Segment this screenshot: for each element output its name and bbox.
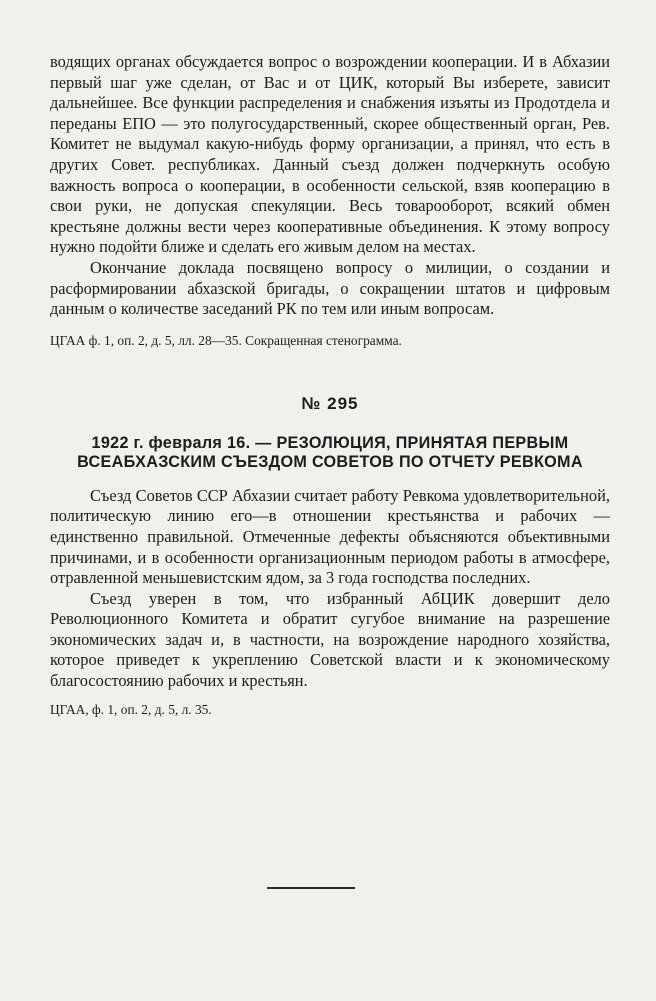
closing-divider bbox=[267, 887, 355, 889]
archive-source-reference: ЦГАА, ф. 1, оп. 2, д. 5, л. 35. bbox=[50, 701, 212, 717]
document-heading: 1922 г. февраля 16. — РЕЗОЛЮЦИЯ, ПРИНЯТАЯ ПЕРВЫМ ВСЕАБХАЗСКИМ СЪЕЗДОМ СОВЕТОВ ПО ОТЧЕТУ РЕВКОМА bbox=[77, 433, 583, 471]
document-295 bbox=[50, 394, 610, 719]
previous-document-ending bbox=[50, 52, 610, 350]
resolution-paragraph-assessment: Съезд Советов ССР Абхазии считает работу Ревкома удовлетворительной, политическую линию его—в отношении крестьянства и рабочих — единственно правильной. Отмеченные дефекты объясняются объективными причинами, и в особенности организационным периодом работы в атмосфере, отравленной меньшевистским ядом, за 3 года господства последних. bbox=[50, 485, 610, 588]
report-paragraph-cooperation: водящих органах обсуждается вопрос о возрождении кооперации. И в Абхазии первый шаг уже сделан, от Вас и от ЦИК, который Вы изберете, зависит дальнейшее. Все функции распределения и снабжения изъяты из Продотдела и переданы ЕПО — это полугосударственный, скорее общественный орган, Рев. Комитет не выдумал какую-нибудь форму организации, а принял, что есть в других Совет. республиках. Данный съезд должен подчеркнуть особую важность вопроса о кооперации, в особенности сельской, взяв кооперацию в свои руки, не допуская спекуляции. Весь товарооборот, всякий обмен крестьяне должны вести через кооперативные объединения. К этому вопросу нужно подойти ближе и сделать его живым делом на местах. bbox=[50, 52, 610, 257]
report-paragraph-conclusion: Окончание доклада посвящено вопросу о милиции, о создании и расформировании абхазской бригады, о сокращении штатов и цифровым данным о количестве заседаний РК по тем или иным вопросам. bbox=[50, 257, 610, 319]
document-page bbox=[50, 52, 610, 719]
archive-source-reference: ЦГАА ф. 1, оп. 2, д. 5, лл. 28—35. Сокращенная стенограмма. bbox=[50, 332, 402, 348]
document-number: № 295 bbox=[301, 393, 359, 413]
resolution-paragraph-confidence: Съезд уверен в том, что избранный АбЦИК довершит дело Революционного Комитета и обратит сугубое внимание на разрешение экономических задач и, в частности, на возрождение народного хозяйства, которое приведет к укреплению Советской власти и к экономическому благосостоянию рабочих и крестьян. bbox=[50, 588, 610, 691]
